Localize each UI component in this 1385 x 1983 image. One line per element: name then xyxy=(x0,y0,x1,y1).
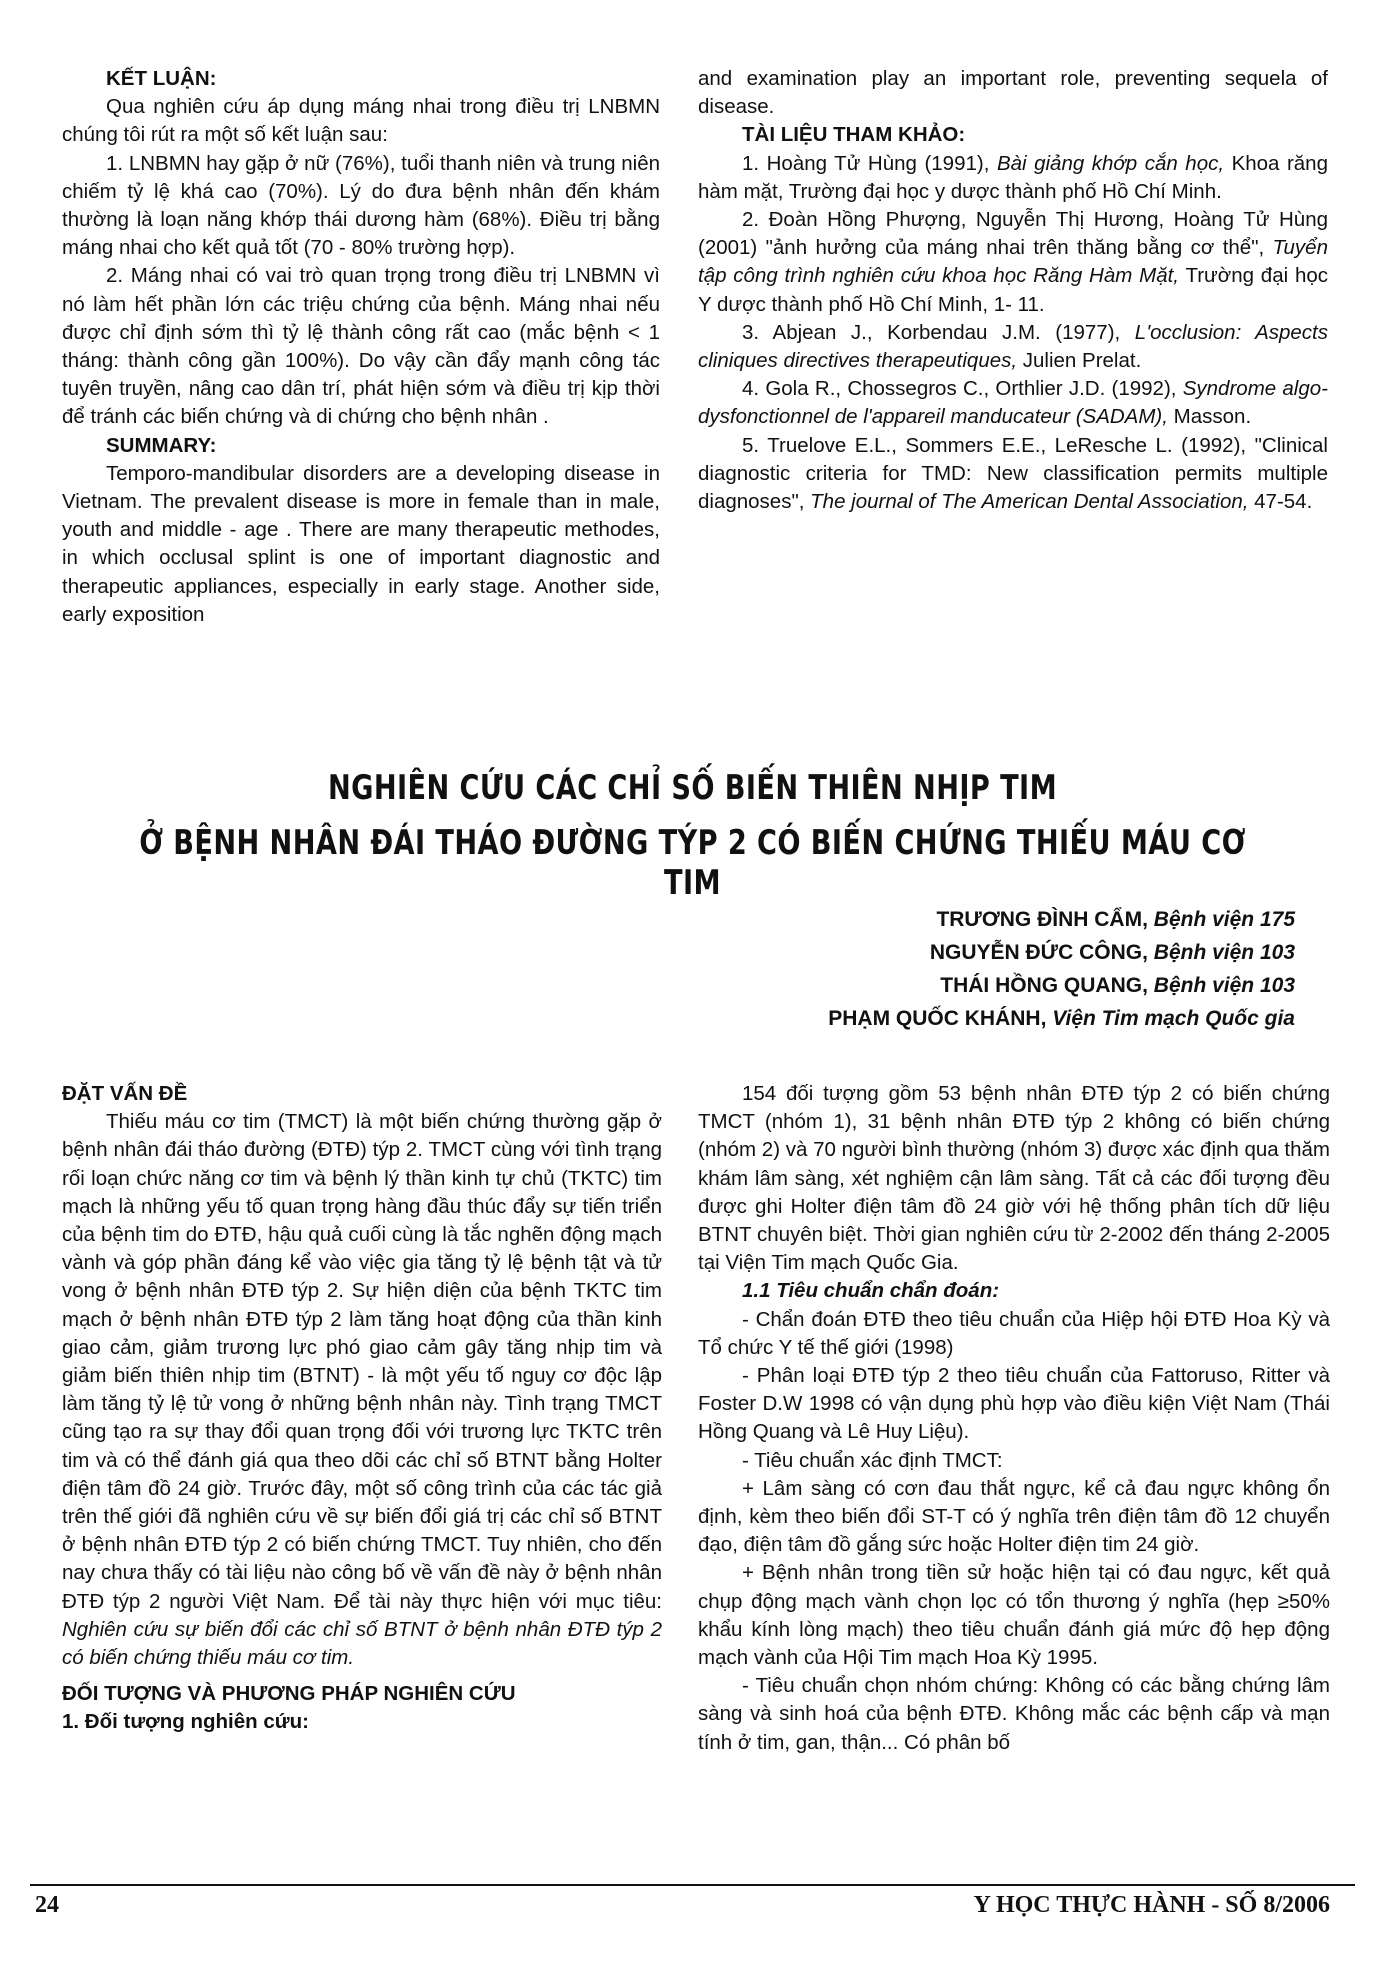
criteria-item: + Bệnh nhân trong tiền sử hoặc hiện tại có đau ngực, kết quả chụp động mạch vành chọn lọc có tổn thương ý nghĩa (hẹp ≥50% khẩu kính lòng mạch) theo tiêu chuẩn đánh giá mức độ hẹp động mạch vành của Hội Tim mạch Hoa Kỳ 1995. xyxy=(698,1561,1330,1670)
methods-heading: ĐỐI TƯỢNG VÀ PHƯƠNG PHÁP NGHIÊN CỨU xyxy=(62,1682,516,1706)
reference-item: 4. Gola R., Chossegros C., Orthlier J.D. (1992), Syndrome algo-dysfonctionnel de l'appareil manducateur (SADAM), Masson. xyxy=(698,377,1328,429)
journal-name: Y HỌC THỰC HÀNH - SỐ 8/2006 xyxy=(973,1892,1330,1918)
summary-continued: and examination play an important role, preventing sequela of disease. xyxy=(698,67,1328,119)
introduction-text: Thiếu máu cơ tim (TMCT) là một biến chứng thường gặp ở bệnh nhân đái tháo đường (ĐTĐ) týp 2. TMCT cùng với tình trạng rối loạn chức năng cơ tim và bệnh lý thần kinh tự chủ (TKTC) tim mạch là những yếu tố quan trọng hàng đầu thúc đẩy sự tiến triển của bệnh tim do ĐTĐ, hậu quả cuối cùng là tắc nghẽn động mạch vành và góp phần đáng kể vào việc gia tăng tỷ lệ bệnh tật và tử vong ở bệnh nhân ĐTĐ týp 2. Sự hiện diện của bệnh TKTC tim mạch ở bệnh nhân ĐTĐ týp 2 làm tăng hoạt động của thần kinh giao cảm, giảm trương lực phó giao cảm gây tăng nhịp tim và giảm biến thiên nhịp tim (BTNT) - là một yếu tố nguy cơ độc lập làm tăng tỷ lệ tử vong ở những bệnh nhân này. Tình trạng TMCT cũng tạo ra sự thay đổi quan trọng đối với trương lực TKTC trên tim và có thể đánh giá qua theo dõi các chỉ số BTNT bằng Holter điện tâm đồ 24 giờ. Trước đây, một số công trình của các tác giả trên thế giới đã nghiên cứu về sự biến đổi giá trị các chỉ số BTNT ở bệnh nhân ĐTĐ týp 2 có biến chứng TMCT. Tuy nhiên, cho đến nay chưa thấy có tài liệu nào công bố về vấn đề này ở bệnh nhân ĐTĐ týp 2 người Việt Nam. Để tài này thực hiện với mục tiêu: Nghiên cứu sự biến đổi các chỉ số BTNT ở bệnh nhân ĐTĐ týp 2 có biến chứng thiếu máu cơ tim. xyxy=(62,1110,662,1670)
summary-text: Temporo-mandibular disorders are a developing disease in Vietnam. The prevalent disease is more in female than in male, youth and middle - age . There are many therapeutic methodes, in which occlusal splint is one of important diagnostic and therapeutic appliances, especially in early stage. Another side, early exposition xyxy=(62,461,660,626)
subjects-heading: 1. Đối tượng nghiên cứu: xyxy=(62,1710,309,1734)
references-heading: TÀI LIỆU THAM KHẢO: xyxy=(742,123,966,147)
article-title-line-2: Ở BỆNH NHÂN ĐÁI THÁO ĐƯỜNG TÝP 2 CÓ BIẾN CHỨNG THIẾU MÁU CƠ TIM xyxy=(139,823,1246,903)
criteria-item: - Tiêu chuẩn xác định TMCT: xyxy=(742,1448,1003,1472)
criteria-item: - Phân loại ĐTĐ týp 2 theo tiêu chuẩn của Fattoruso, Ritter và Foster D.W 1998 có vận dụng phù hợp vào điều kiện Việt Nam (Thái Hồng Quang và Lê Huy Liệu). xyxy=(698,1364,1330,1444)
summary-heading: SUMMARY: xyxy=(106,433,217,457)
conclusion-heading: KẾT LUẬN: xyxy=(106,67,217,90)
criteria-item: + Lâm sàng có cơn đau thắt ngực, kể cả đau ngực không ổn định, kèm theo biến đổi ST-T có ý nghĩa trên điện tâm đồ 12 chuyển đạo, điện tâm đồ gắng sức hoặc Holter điện tim 24 giờ. xyxy=(698,1476,1330,1557)
reference-item: 3. Abjean J., Korbendau J.M. (1977), L'occlusion: Aspects cliniques directives therapeutiques, Julien Prelat. xyxy=(698,320,1328,373)
criteria-item: - Tiêu chuẩn chọn nhóm chứng: Không có các bằng chứng lâm sàng và sinh hoá của bệnh ĐTĐ. Không mắc các bệnh cấp và mạn tính ở tim, gan, thận... Có phân bố xyxy=(698,1674,1330,1754)
author-line: TRƯƠNG ĐÌNH CẨM, Bệnh viện 175 xyxy=(936,908,1295,931)
criteria-item: - Chẩn đoán ĐTĐ theo tiêu chuẩn của Hiệp hội ĐTĐ Hoa Kỳ và Tổ chức Y tế thế giới (1998) xyxy=(698,1307,1330,1359)
conclusion-item-1: 1. LNBMN hay gặp ở nữ (76%), tuổi thanh niên và trung niên chiếm tỷ lệ khá cao (70%). Lý do đưa bệnh nhân đến khám thường là loạn năng khớp thái dương hàm (68%). Điều trị bằng máng nhai cho kết quả tốt (70 - 80% trường hợp). xyxy=(62,151,660,260)
references-column xyxy=(698,65,1328,516)
introduction-column xyxy=(62,1080,662,1737)
author-line: THÁI HỒNG QUANG, Bệnh viện 103 xyxy=(940,974,1295,997)
reference-item: 5. Truelove E.L., Sommers E.E., LeResche L. (1992), "Clinical diagnostic criteria for TMD: New classification permits multiple diagnoses", The journal of The American Dental Association, 47-54. xyxy=(698,433,1328,514)
author-line: PHẠM QUỐC KHÁNH, Viện Tim mạch Quốc gia xyxy=(828,1007,1295,1030)
introduction-heading: ĐẶT VẤN ĐỀ xyxy=(62,1082,188,1105)
conclusion-intro: Qua nghiên cứu áp dụng máng nhai trong điều trị LNBMN chúng tôi rút ra một số kết luận sau: xyxy=(62,95,660,147)
author-line: NGUYỄN ĐỨC CÔNG, Bệnh viện 103 xyxy=(929,941,1295,964)
reference-item: 2. Đoàn Hồng Phượng, Nguyễn Thị Hương, Hoàng Tử Hùng (2001) "ảnh hưởng của máng nhai trên thăng bằng cơ thể", Tuyển tập công trình nghiên cứu khoa học Răng Hàm Mặt, Trường đại học Y dược thành phố Hồ Chí Minh, 1- 11. xyxy=(698,208,1328,316)
conclusion-column xyxy=(62,65,660,629)
reference-item: 1. Hoàng Tử Hùng (1991), Bài giảng khớp cắn học, Khoa răng hàm mặt, Trường đại học y dược thành phố Hồ Chí Minh. xyxy=(698,151,1328,203)
footer-divider xyxy=(30,1884,1355,1886)
subjects-text: 154 đối tượng gồm 53 bệnh nhân ĐTĐ týp 2 có biến chứng TMCT (nhóm 1), 31 bệnh nhân ĐTĐ týp 2 không có biến chứng (nhóm 2) và 70 người bình thường (nhóm 3) được xác định qua thăm khám lâm sàng, xét nghiệm cận lâm sàng. Tất cả các đối tượng đều được ghi Holter điện tâm đồ 24 giờ với hệ thống phân tích dữ liệu BTNT chuyên biệt. Thời gian nghiên cứu từ 2-2002 đến tháng 2-2005 tại Viện Tim mạch Quốc Gia. xyxy=(698,1082,1330,1275)
conclusion-item-2: 2. Máng nhai có vai trò quan trọng trong điều trị LNBMN vì nó làm hết phần lớn các triệu chứng của bệnh. Máng nhai nếu được chỉ định sớm thì tỷ lệ thành công rất cao (mắc bệnh < 1 tháng: thành công gần 100%). Do vậy cần đẩy mạnh công tác tuyên truyền, nâng cao dân trí, phát hiện sớm và điều trị kịp thời để tránh các biến chứng và di chứng cho bệnh nhân . xyxy=(62,264,660,429)
criteria-heading: 1.1 Tiêu chuẩn chẩn đoán: xyxy=(742,1279,1000,1303)
methods-column xyxy=(698,1080,1330,1757)
article-title-line-1: NGHIÊN CỨU CÁC CHỈ SỐ BIẾN THIÊN NHỊP TIM xyxy=(327,768,1058,808)
author-list xyxy=(828,903,1295,1035)
page-number: 24 xyxy=(35,1892,59,1918)
